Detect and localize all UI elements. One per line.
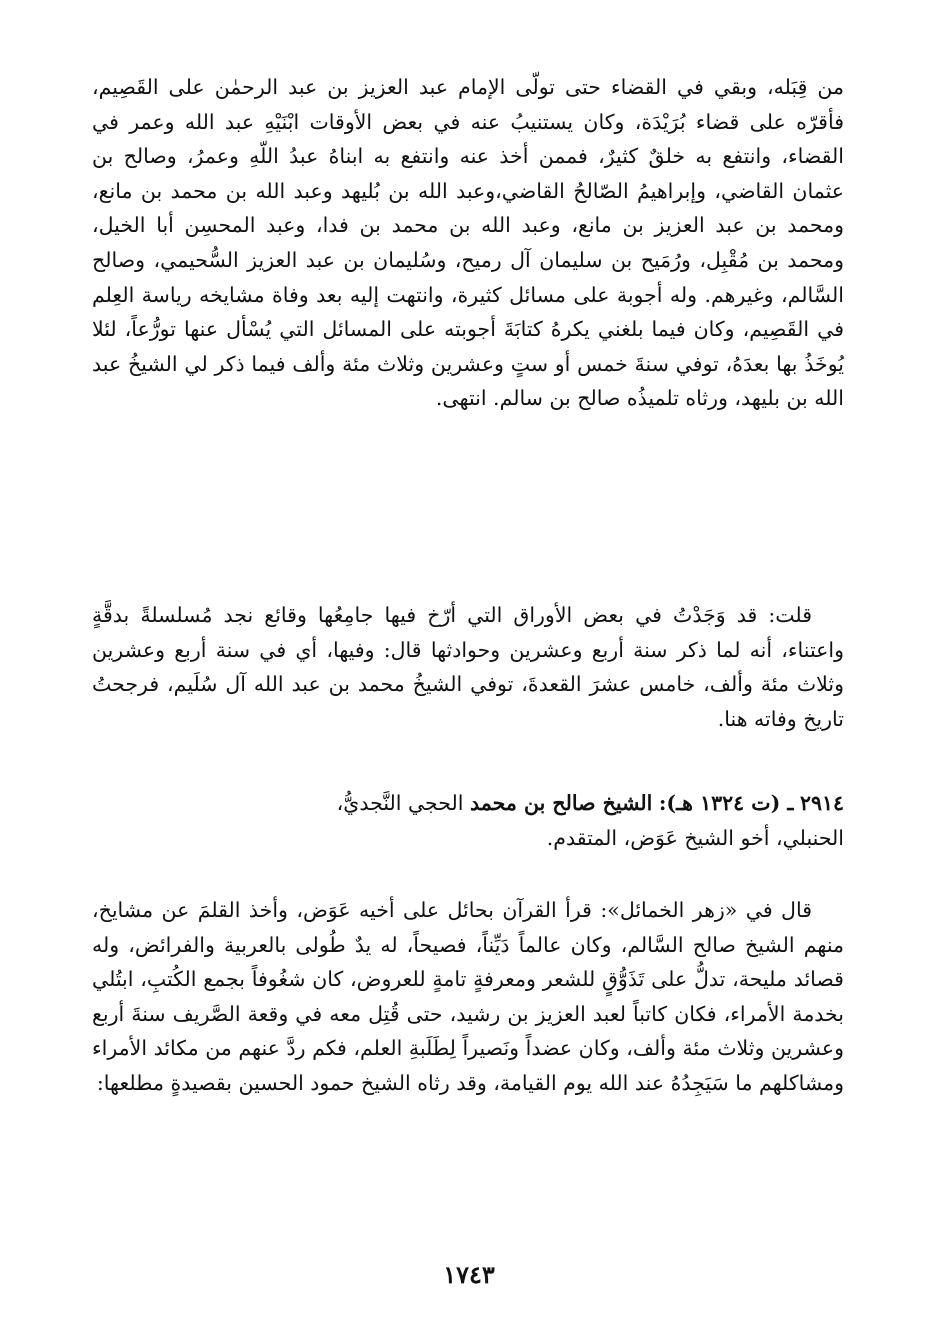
- quote-paragraph: [92, 893, 844, 1233]
- entry-name: الشيخ صالح بن محمد: [470, 791, 653, 815]
- entry-date: ـ (ت ١٣٢٤ هـ):: [658, 791, 794, 815]
- page-number: ١٧٤٣: [443, 1260, 495, 1289]
- note-paragraph-text: قلت: قد وَجَدْتُ في بعض الأوراق التي أرّخ فيها جامِعُها وقائع نجد مُسلسلةً بدقَّةٍ واعتناء، أنه لما ذكر سنة أربع وعشرين وحوادثها قال: وفيها، أي في سنة أربع وعشرين وثلاث مئة وألف، خامس عشرَ القعدةَ، توفي الشيخُ محمد بن عبد الله آل سُلَيم، فرجحتُ تاريخ وفاته هنا.: [92, 603, 844, 731]
- entry-heading: [92, 786, 844, 874]
- entry-name-rest: الحجي النَّجديُّ،: [336, 791, 464, 815]
- entry-subtitle: الحنبلي، أخو الشيخ عَوَض، المتقدم.: [546, 825, 844, 850]
- note-paragraph: [92, 598, 844, 773]
- quote-paragraph-text: قال في «زهر الخمائل»: قرأ القرآن بحائل على أخيه عَوَض، وأخذ القلمَ عن مشايخ، منهم الشيخ صالح السَّالم، وكان عالماً دَيِّناً، فصيحاً، له يدٌ طُولى بالعربية والفرائض، وله قصائد مليحة، تدلُّ على تَذَوُّقٍ للشعر ومعرفةٍ تامةٍ للعروض، كان شغُوفاً بجمع الكُتبِ، ابتُلي بخدمة الأمراء، فكان كاتباً لعبد العزيز بن رشيد، حتى قُتِل معه في وقعة الصَّريف سنةَ أربع وعشرين وثلاث مئة وألف، وكان عضداً ونَصيراً لِطَلَبةِ العلم، فكم ردَّ عنهم من مكائد الأمراء ومشاكلهم ما سَيَجِدُهُ عند الله يوم القيامة، وقد رثاه الشيخ حمود الحسين بقصيدةٍ مطلعها:: [92, 898, 844, 1095]
- biography-paragraph: من قِبَله، وبقي في القضاء حتى تولّى الإمام عبد العزيز بن عبد الرحمٰن على القَصِيم، فأقرّه على قضاء بُرَيْدَة، وكان يستنيبُ عنه في بعض الأوقات ابْنَيْهِ عبد الله وعمر في القضاء، وانتفع به خلقٌ كثيرٌ، فممن أخذ عنه وانتفع به ابناهُ عبدُ اللّهِ وعمرُ، وصالح بن عثمان القاضي، وإبراهيمُ الصّالحُ القاضي،وعبد الله بن بُليهد وعبد الله بن محمد بن مانع، ومحمد بن عبد العزيز بن مانع، وعبد الله بن محمد بن فدا، وعبد المحسِن أبا الخيل، ومحمد بن مُقْبِل، ورُمَيح بن سليمان آل رميح، وسُليمان بن عبد العزيز السُّحيمي، وصالح السَّالم، وغيرهم. وله أجوبة على مسائل كثيرة، وانتهت إليه بعد وفاة مشايخه رياسة العِلم في القَصِيم، وكان فيما بلغني يكرهُ كتابَةَ أجوبته على المسائل التي يُسْأل عنها تورُّعاً، لئلا يُوخَذُ بها بعدَهُ، توفي سنةَ خمس أو ستٍ وعشرين وثلاث مئة وألف فيما ذكر لي الشيخُ عبد الله بن بليهد، ورثاه تلميذُه صالح بن سالم. انتهى.: [92, 75, 844, 411]
- entry-number: ٢٩١٤: [799, 791, 844, 815]
